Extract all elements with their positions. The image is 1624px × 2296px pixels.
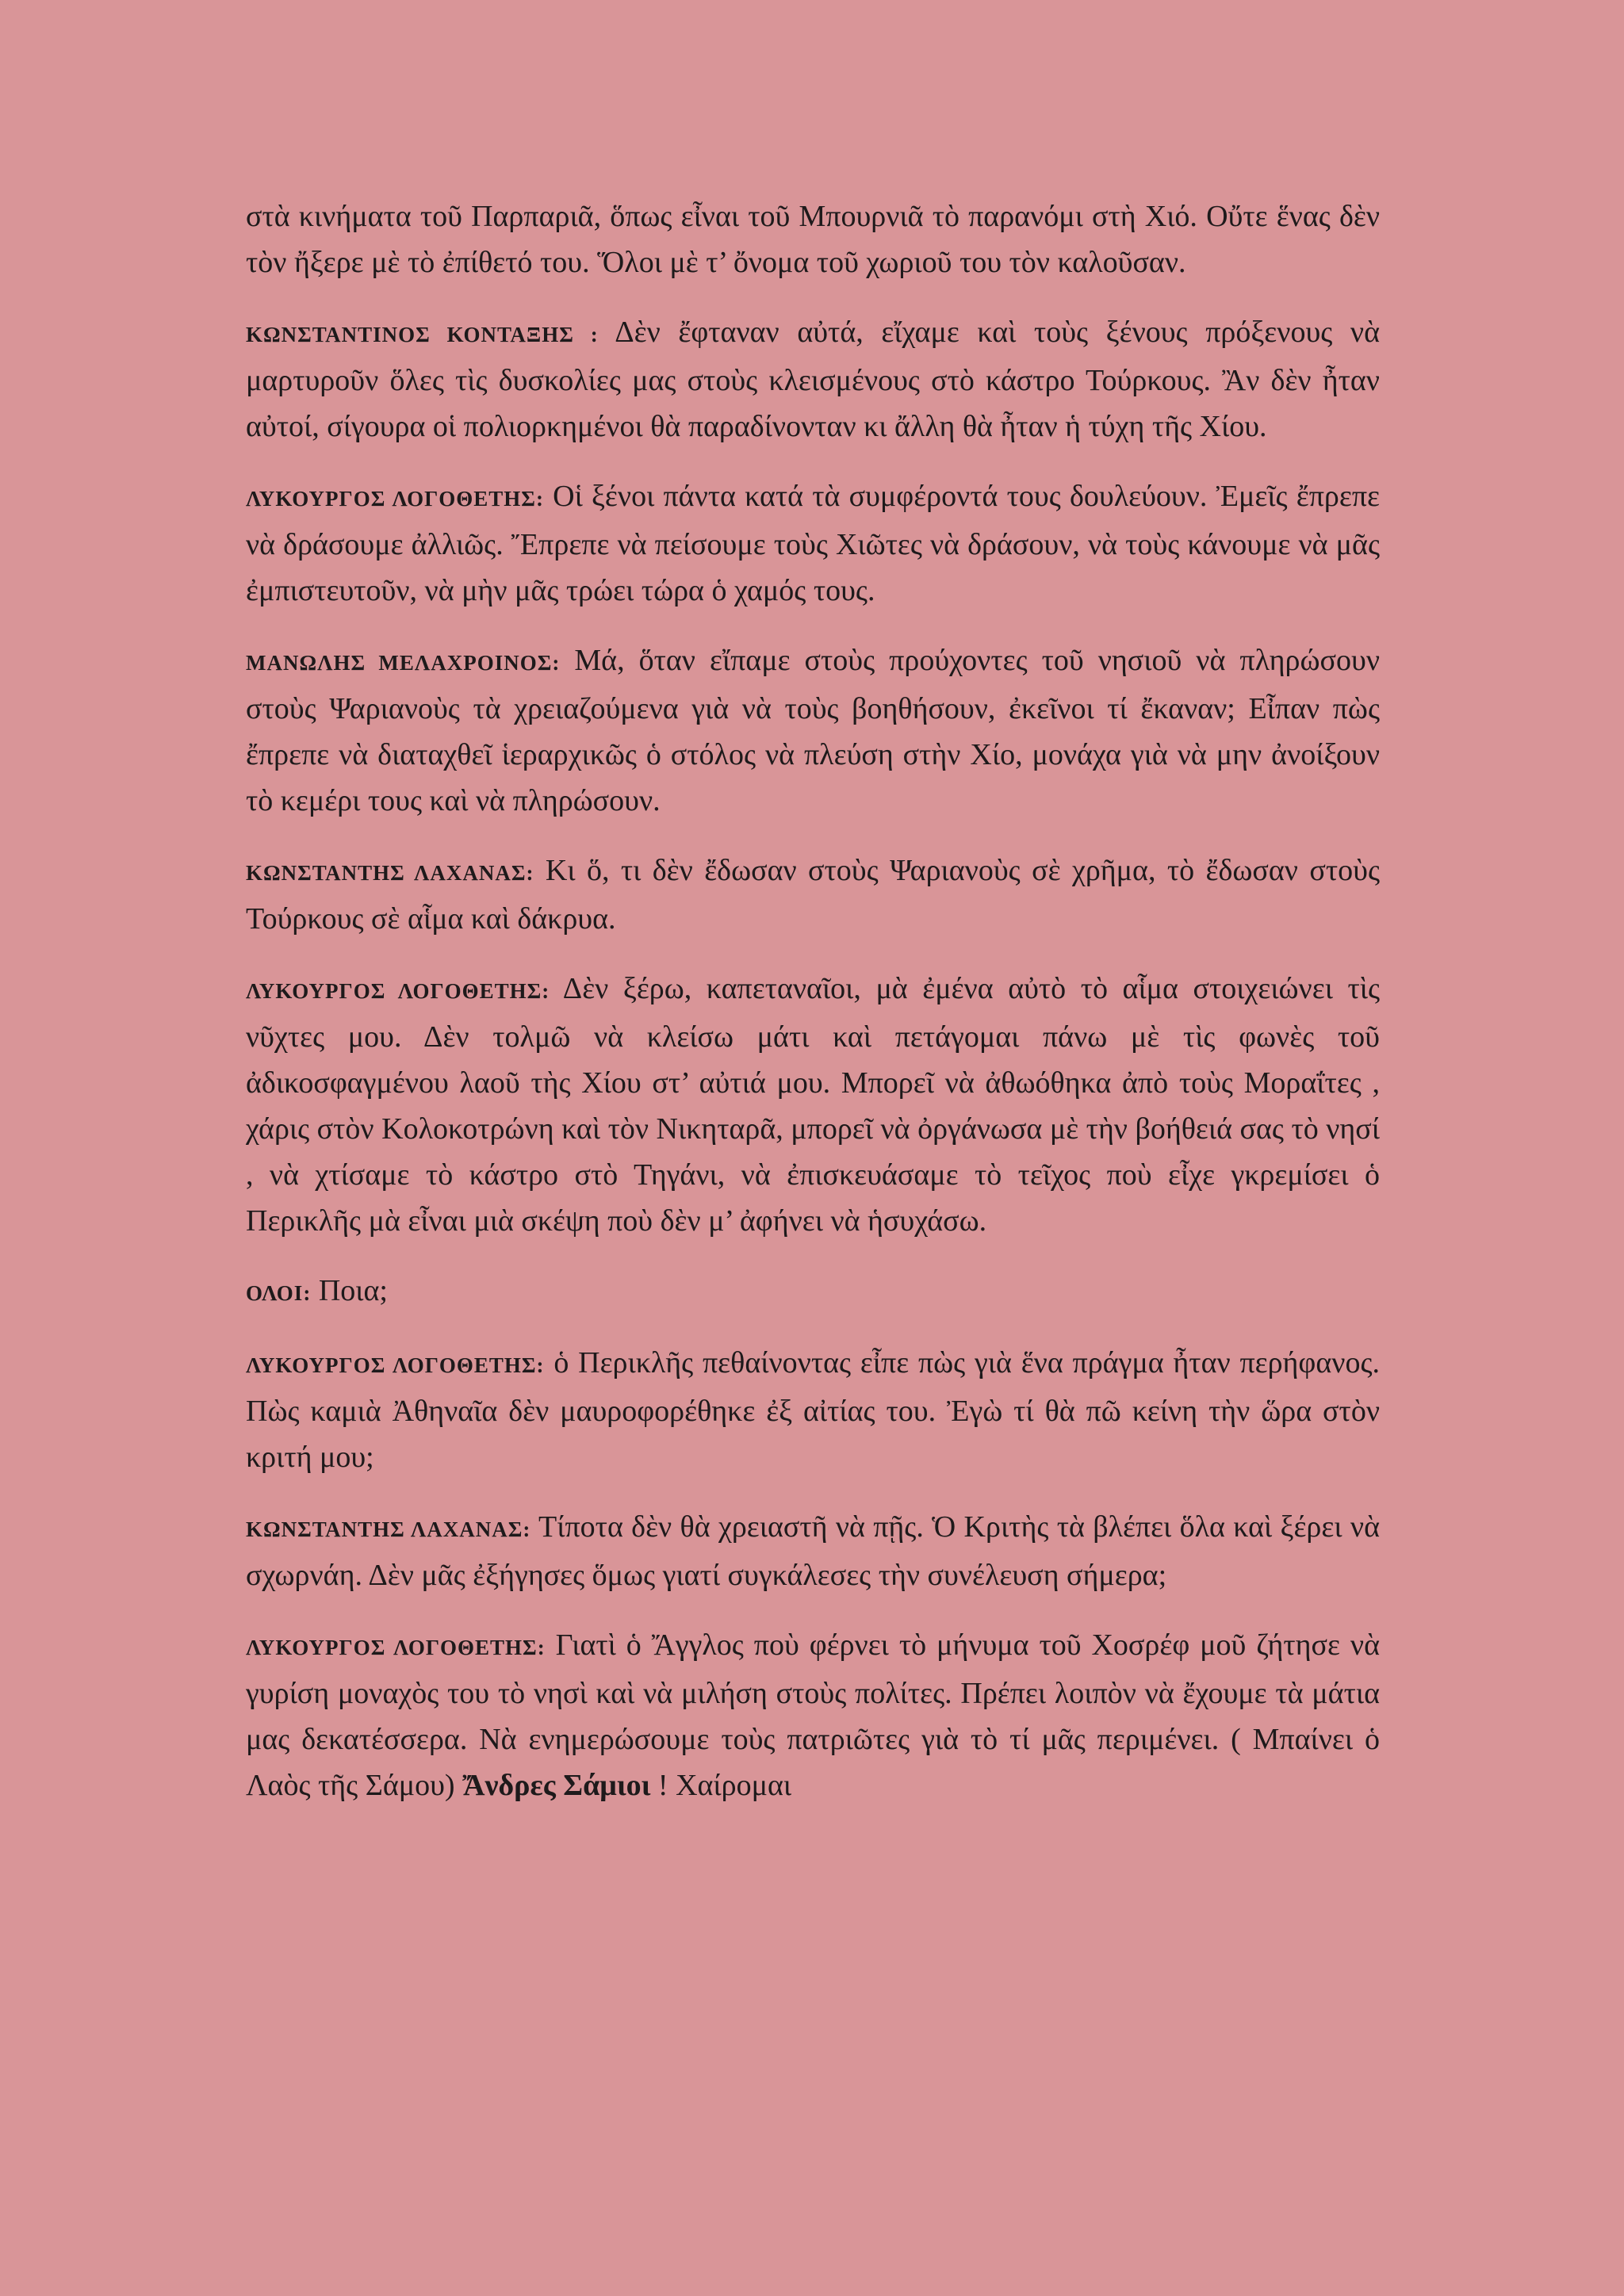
dialogue-text-tail: ! Χαίρομαι [657,1769,792,1802]
dialogue-text: ὁ Περικλῆς πεθαίνοντας εἶπε πὼς γιὰ ἕνα πράγμα ἦταν περήφανος. Πὼς καμιὰ Ἀθηναῖα δὲν μαυροφορέθηκε ἐξ αἰτίας του. Ἐγὼ τί θὰ πῶ κείνη τὴν ὥρα στὸν κριτή μου; [246,1346,1381,1474]
intro-text: στὰ κινήματα τοῦ Παρπαριᾶ, ὅπως εἶναι τοῦ Μπουρνιᾶ τὸ παρανόμι στὴ Χιό. Οὔτε ἕνας δὲν τὸν ἤξερε μὲ τὸ ἐπίθετό του. Ὅλοι μὲ τ’ ὄνομα τοῦ χωριοῦ του τὸν καλοῦσαν. [246,200,1380,279]
speaker-name: ΛΥΚΟΥΡΓΟΣ ΛΟΓΟΘΕΤΗΣ: [246,487,544,511]
dialogue-paragraph [246,1504,1380,1598]
emphasized-text: Ἄνδρες Σάμιοι [462,1769,651,1802]
dialogue-paragraph [246,309,1380,450]
dialogue-text: Οἱ ξένοι πάντα κατά τὰ συμφέροντά τους δουλεύουν. Ἐμεῖς ἔπρεπε νὰ δράσουμε ἀλλιῶς. Ἔπρεπε νὰ πείσουμε τοὺς Χιῶτες νὰ δράσουν, νὰ τοὺς κάνουμε νὰ μᾶς ἐμπιστευτοῦν, νὰ μὴν μᾶς τρώει τώρα ὁ χαμός τους. [246,480,1380,607]
dialogue-text: Ποια; [318,1274,388,1307]
dialogue-paragraph [246,1340,1380,1480]
dialogue-paragraph [246,966,1380,1244]
document-page [246,193,1380,1832]
speaker-name: ΜΑΝΩΛΗΣ ΜΕΛΑΧΡΟΙΝΟΣ: [246,651,561,675]
speaker-name: ΛΥΚΟΥΡΓΟΣ ΛΟΓΟΘΕΤΗΣ: [246,979,550,1003]
dialogue-paragraph [246,848,1380,942]
speaker-name: ΚΩΝΣΤΑΝΤΗΣ ΛΑΧΑΝΑΣ: [246,861,534,885]
dialogue-text: Μά, ὅταν εἴπαμε στοὺς προύχοντες τοῦ νησιοῦ νὰ πληρώσουν στοὺς Ψαριανοὺς τὰ χρειαζούμενα γιὰ νὰ τοὺς βοηθήσουν, ἐκεῖνοι τί ἔκαναν; Εἶπαν πὼς ἔπρεπε νὰ διαταχθεῖ ἱεραρχικῶς ὁ στόλος νὰ πλεύση στὴν Χίο, μονάχα γιὰ νὰ μην ἀνοίξουν τὸ κεμέρι τους καὶ νὰ πληρώσουν. [246,644,1381,817]
dialogue-text: Δὲν ἔφταναν αὐτά, εἴχαμε καὶ τοὺς ξένους πρόξενους νὰ μαρτυροῦν ὅλες τὶς δυσκολίες μας στοὺς κλεισμένους στὸ κάστρο Τούρκους. Ἂν δὲν ἦταν αὐτοί, σίγουρα οἱ πολιορκημένοι θὰ παραδίνονταν κι ἄλλη θὰ ἦταν ἡ τύχη τῆς Χίου. [246,316,1380,443]
dialogue-text: Γιατὶ ὁ Ἄγγλος ποὺ φέρνει τὸ μήνυμα τοῦ Χοσρέφ μοῦ ζήτησε νὰ γυρίση μοναχὸς του τὸ νησὶ καὶ νὰ μιλήση στοὺς πολίτες. Πρέπει λοιπὸν νὰ ἔχουμε τὰ μάτια μας δεκατέσσερα. Νὰ ενημερώσουμε τοὺς πατριῶτες γιὰ τὸ τί μᾶς περιμένει. ( Μπαίνει ὁ Λαὸς τῆς Σάμου) [246,1628,1381,1802]
dialogue-paragraph [246,1268,1380,1316]
dialogue-paragraph [246,637,1380,824]
speaker-name: ΚΩΝΣΤΑΝΤΗΣ ΛΑΧΑΝΑΣ: [246,1517,531,1541]
speaker-name: ΛΥΚΟΥΡΓΟΣ ΛΟΓΟΘΕΤΗΣ: [246,1636,546,1659]
speaker-name: ΛΥΚΟΥΡΓΟΣ ΛΟΓΟΘΕΤΗΣ: [246,1353,545,1377]
speaker-name: ΟΛΟΙ: [246,1281,312,1305]
dialogue-text: Κι ὅ, τι δὲν ἔδωσαν στοὺς Ψαριανοὺς σὲ χρῆμα, τὸ ἔδωσαν στοὺς Τούρκους σὲ αἷμα καὶ δάκρυα. [246,854,1381,936]
dialogue-text: Τίποτα δὲν θὰ χρειαστῆ νὰ πῇς. Ὁ Κριτὴς τὰ βλέπει ὅλα καὶ ξέρει νὰ σχωρνάη. Δὲν μᾶς ἐξήγησες ὅμως γιατί συγκάλεσες τὴν συνέλευση σήμερα; [246,1510,1380,1592]
dialogue-paragraph [246,1622,1380,1808]
intro-paragraph [246,193,1380,285]
speaker-name: ΚΩΝΣΤΑΝΤΙΝΟΣ ΚΟΝΤΑΞΗΣ : [246,323,599,346]
dialogue-text: Δὲν ξέρω, καπεταναῖοι, μὰ ἐμένα αὐτὸ τὸ αἷμα στοιχειώνει τὶς νῦχτες μου. Δὲν τολμῶ νὰ κλείσω μάτι καὶ πετάγομαι πάνω μὲ τὶς φωνὲς τοῦ ἀδικοσφαγμένου λαοῦ τὴς Χίου στ’ αὐτιά μου. Μπορεῖ νὰ ἀθωόθηκα ἀπὸ τοὺς Μοραΐτες , χάρις στὸν Κολοκοτρώνη καὶ τὸν Νικηταρᾶ, μπορεῖ νὰ ὀργάνωσα μὲ τὴν βοήθειά σας τὸ νησί , νὰ χτίσαμε τὸ κάστρο στὸ Τηγάνι, νὰ ἐπισκευάσαμε τὸ τεῖχος ποὺ εἶχε γκρεμίσει ὁ Περικλῆς μὰ εἶναι μιὰ σκέψη ποὺ δὲν μ’ ἀφήνει νὰ ἡσυχάσω. [246,972,1380,1238]
dialogue-paragraph [246,473,1380,614]
